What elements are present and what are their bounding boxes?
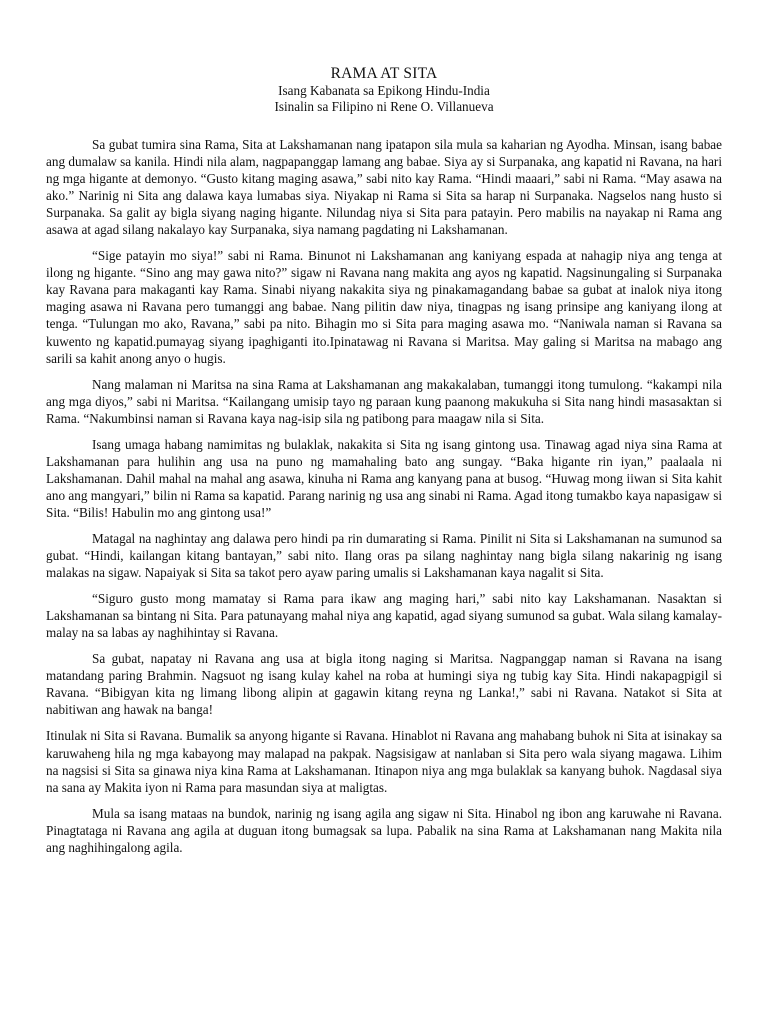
- paragraph-7: Sa gubat, napatay ni Ravana ang usa at bigla itong naging si Maritsa. Nagpanggap naman si Ravana na isang matandang paring Brahmin. Nagsuot ng isang kulay kahel na roba at humingi siya ng tubig kay Sita. Hindi nakapagpigil si Ravana. “Bibigyan kita ng limang libong alipin at gagawin kitang reyna ng Lanka!,” sabi ni Ravana. Natakot si Sita at nabitiwan ang hawak na banga!: [46, 651, 722, 718]
- paragraph-9: Mula sa isang mataas na bundok, narinig ng isang agila ang sigaw ni Sita. Hinabol ng ibon ang karuwahe ni Ravana. Pinagtataga ni Ravana ang agila at duguan itong bumagsak sa lupa. Pabalik na sina Rama at Lakshamanan nang Makita nila ang naghihingalong agila.: [46, 805, 722, 855]
- paragraph-1: Sa gubat tumira sina Rama, Sita at Lakshamanan nang ipatapon sila mula sa kaharian ng Ayodha. Minsan, isang babae ang dumalaw sa kanila. Hindi nila alam, nagpapanggap lamang ang babae. Siya ay si Surpanaka, ang kapatid ni Ravana, na hari ng mga higante at demonyo. “Gusto kitang maging asawa,” sabi nito kay Rama. “Hindi maaari,” sabi ni Rama. “May asawa na ako.” Narinig ni Sita ang dalawa kaya lumabas siya. Niyakap ni Rama si Sita sa harap ni Surpanaka. Nagselos nang husto si Surpanaka. Sa galit ay bigla siyang naging higante. Nilundag niya si Sita para patayin. Pero mabilis na nayakap ni Rama ang asawa at agad silang nakalayo kay Surpanaka, siya namang pagdating ni Lakshamanan.: [46, 137, 722, 238]
- document-page: [46, 64, 722, 865]
- document-header: [46, 64, 722, 115]
- document-body: [46, 136, 722, 856]
- paragraph-4: Isang umaga habang namimitas ng bulaklak, nakakita si Sita ng isang gintong usa. Tinawag agad niya sina Rama at Lakshamanan para hulihin ang usa na puno ng mamahaling bato ang sungay. “Baka higante rin iyan,” paalaala ni Lakshamanan. Dahil mahal na mahal ang asawa, kinuha ni Rama ang kanyang pana at busog. “Huwag mong iiwan si Sita kahit ano ang mangyari,” bilin ni Rama sa kapatid. Parang narinig ng usa ang sinabi ni Rama. Agad itong tumakbo kaya napasigaw si Sita. “Bilis! Habulin mo ang gintong usa!”: [46, 436, 722, 520]
- translator-line: Isinalin sa Filipino ni Rene O. Villanueva: [274, 99, 494, 114]
- document-title: RAMA AT SITA: [330, 65, 438, 82]
- document-subtitle: Isang Kabanata sa Epikong Hindu-India: [278, 83, 490, 98]
- paragraph-6: “Siguro gusto mong mamatay si Rama para ikaw ang maging hari,” sabi nito kay Lakshamanan. Nasaktan si Lakshamanan sa bintang ni Sita. Para patunayang mahal niya ang kapatid, agad siyang sumunod sa gubat. Wala silang kamalay-malay na sa labas ay naghihintay si Ravana.: [46, 591, 722, 641]
- paragraph-5: Matagal na naghintay ang dalawa pero hindi pa rin dumarating si Rama. Pinilit ni Sita si Lakshamanan na sumunod sa gubat. “Hindi, kailangan kitang bantayan,” sabi nito. Ilang oras pa silang naghintay nang bigla silang nakarinig ng isang malakas na sigaw. Napaiyak si Sita sa takot pero ayaw paring umalis si Lakshamanan kaya nagalit si Sita.: [46, 530, 722, 581]
- paragraph-3: Nang malaman ni Maritsa na sina Rama at Lakshamanan ang makakalaban, tumanggi itong tumulong. “kakampi nila ang mga diyos,” sabi ni Maritsa. “Kailangang umisip tayo ng paraan kung paanong makukuha si Sita nang hindi masasaktan si Rama. “Nakumbinsi naman si Ravana kaya nag-isip sila ng patibong para maagaw nila si Sita.: [46, 376, 722, 426]
- paragraph-2: “Sige patayin mo siya!” sabi ni Rama. Binunot ni Lakshamanan ang kaniyang espada at nahagip niya ang tenga at ilong ng higante. “Sino ang may gawa nito?” sigaw ni Ravana nang makita ang ayos ng kapatid. Nagsinungaling si Surpanaka kay Ravana para makaganti kay Rama. Sinabi niyang nakakita siya ng pinakamagandang babae sa gubat at inalok niya itong maging asawa ni Ravana pero tumanggi ang babae. Nang pilitin daw niya, tinagpas ng isang prinsipe ang kaniyang ilong at tenga. “Tulungan mo ako, Ravana,” sabi pa nito. Bihagin mo si Sita para maging asawa mo. “Naniwala naman si Ravana sa kuwento ng kapatid.pumayag siyang ipaghiganti ito.Ipinatawag ni Ravana si Maritsa. May galing si Maritsa na mabago ang sarili sa kahit anong anyo o hugis.: [46, 248, 722, 366]
- paragraph-8: Itinulak ni Sita si Ravana. Bumalik sa anyong higante si Ravana. Hinablot ni Ravana ang mahabang buhok ni Sita at isinakay sa karuwaheng hila ng mga kabayong may malapad na pakpak. Nagsisigaw at nanlaban si Sita pero wala siyang magawa. Lihim na nagsisi si Sita sa ginawa niya kina Rama at Lakshamanan. Itinapon niya ang mga bulaklak sa kanyang buhok. Nagdasal siya na sana ay Makita iyon ni Rama para masundan siya at maligtas.: [46, 728, 722, 795]
